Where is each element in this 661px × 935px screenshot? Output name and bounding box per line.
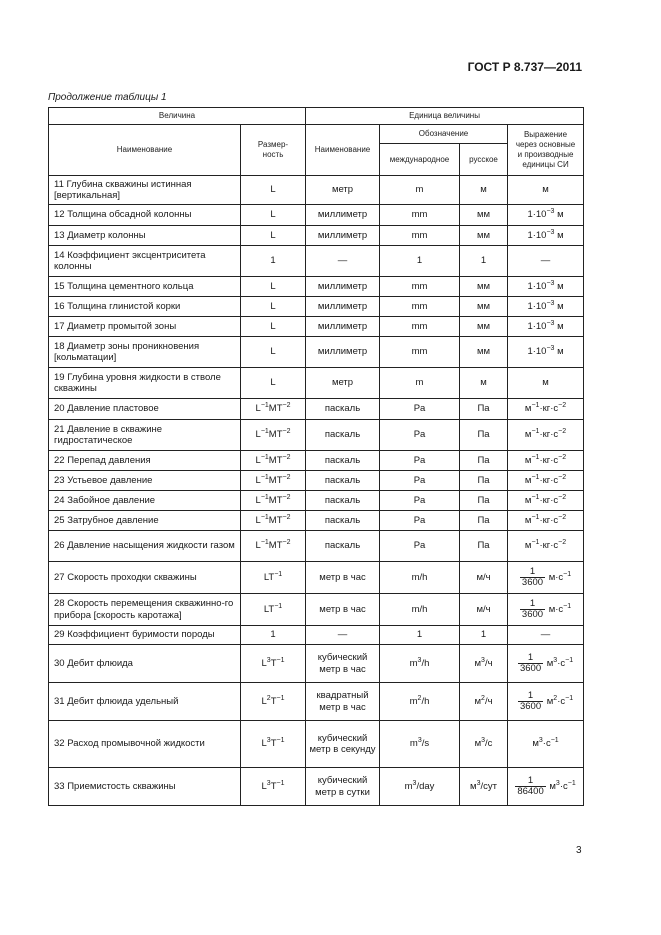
cell-dimension: $LT^{-1}$ [241,594,306,626]
table-row [49,297,584,317]
header-designation: Обозначение [380,125,508,144]
cell-russian: мм [460,205,508,226]
cell-international: mm [380,297,460,317]
cell-dimension: 1 [241,626,306,645]
cell-russian: Па [460,531,508,562]
table-row [49,246,584,277]
table-row [49,626,584,645]
cell-russian: $м^2/ч$ [460,683,508,721]
cell-expression: $\frac{1}{3600}$ $м\cdot с^{-1}$ [508,594,584,626]
cell-name: 26 Давление насыщения жидкости газом [49,531,241,562]
table-row [49,420,584,451]
cell-expression: $м^{-1}\cdot кг\cdot с^{-2}$ [508,511,584,531]
cell-name: 30 Дебит флюида [49,645,241,683]
table-row [49,683,584,721]
cell-international: $m^3/h$ [380,645,460,683]
cell-name: 21 Давление в скважине гидростатическое [49,420,241,451]
cell-expression: $м^{-1}\cdot кг\cdot с^{-2}$ [508,491,584,511]
cell-russian: м/ч [460,594,508,626]
cell-dimension: $L^{-1}MT^{-2}$ [241,511,306,531]
header-expression: Выражение через основные и производные единицы СИ [508,125,584,176]
cell-russian: Па [460,471,508,491]
cell-expression: $\frac{1}{3600}$ $м^3\cdot с^{-1}$ [508,645,584,683]
cell-international: $m^2/h$ [380,683,460,721]
page-number: 3 [576,845,582,856]
cell-unit-name: паскаль [306,451,380,471]
cell-dimension: L [241,277,306,297]
cell-name: 25 Затрубное давление [49,511,241,531]
cell-expression: $\frac{1}{3600}$ $м^2\cdot с^{-1}$ [508,683,584,721]
header-dimension: Размер- ность [241,125,306,176]
cell-international: m/h [380,594,460,626]
cell-expression: $м^{-1}\cdot кг\cdot с^{-2}$ [508,471,584,491]
table-row [49,531,584,562]
cell-international: Pa [380,511,460,531]
cell-dimension: L [241,337,306,368]
table-row [49,471,584,491]
cell-name: 14 Коэффициент эксцентриситета колонны [49,246,241,277]
cell-international: mm [380,226,460,246]
cell-russian: мм [460,337,508,368]
cell-dimension: $L^3T^{-1}$ [241,768,306,806]
cell-name: 23 Устьевое давление [49,471,241,491]
cell-name: 28 Скорость перемещения скважинно-го прибора [скорость каротажа] [49,594,241,626]
cell-international: Pa [380,420,460,451]
cell-unit-name: — [306,246,380,277]
cell-name: 27 Скорость проходки скважины [49,562,241,594]
cell-russian: Па [460,491,508,511]
table-body [49,176,584,806]
cell-russian: Па [460,511,508,531]
cell-name: 13 Диаметр колонны [49,226,241,246]
cell-dimension: $L^3T^{-1}$ [241,721,306,768]
cell-dimension: L [241,176,306,205]
table-row [49,562,584,594]
cell-unit-name: кубический метр в секунду [306,721,380,768]
cell-russian: мм [460,317,508,337]
table-row [49,399,584,420]
cell-name: 33 Приемистость скважины [49,768,241,806]
cell-expression: м [508,176,584,205]
header-international: международное [380,144,460,176]
header-unit-name: Наименование [306,125,380,176]
cell-international: Pa [380,491,460,511]
table-row [49,226,584,246]
cell-dimension: $L^3T^{-1}$ [241,645,306,683]
cell-unit-name: метр в час [306,562,380,594]
cell-dimension: L [241,368,306,399]
standard-number: ГОСТ Р 8.737—2011 [467,60,582,74]
cell-russian: Па [460,451,508,471]
cell-dimension: $L^{-1}MT^{-2}$ [241,531,306,562]
cell-unit-name: кубический метр в час [306,645,380,683]
cell-unit-name: метр в час [306,594,380,626]
cell-unit-name: метр [306,368,380,399]
cell-dimension: 1 [241,246,306,277]
cell-unit-name: миллиметр [306,297,380,317]
cell-international: Pa [380,471,460,491]
cell-dimension: $L^2T^{-1}$ [241,683,306,721]
cell-international: m [380,176,460,205]
cell-dimension: L [241,317,306,337]
cell-unit-name: кубический метр в сутки [306,768,380,806]
quantities-table [48,107,584,806]
cell-dimension: $L^{-1}MT^{-2}$ [241,399,306,420]
cell-expression: $м^{-1}\cdot кг\cdot с^{-2}$ [508,420,584,451]
cell-russian: Па [460,420,508,451]
cell-unit-name: метр [306,176,380,205]
table-row [49,511,584,531]
cell-expression: $1\cdot 10^{-3}$ м [508,297,584,317]
cell-international: mm [380,317,460,337]
table-row [49,205,584,226]
table-row [49,277,584,297]
cell-dimension: L [241,205,306,226]
table-row [49,451,584,471]
table-row [49,317,584,337]
cell-name: 16 Толщина глинистой корки [49,297,241,317]
table-row [49,594,584,626]
cell-russian: мм [460,297,508,317]
cell-international: $m^3$/day [380,768,460,806]
table-row [49,768,584,806]
cell-name: 32 Расход промывочной жидкости [49,721,241,768]
cell-expression: $1\cdot 10^{-3}$ м [508,205,584,226]
cell-international: mm [380,337,460,368]
cell-international: $m^3/s$ [380,721,460,768]
cell-international: m [380,368,460,399]
cell-name: 19 Глубина уровня жидкости в стволе скважины [49,368,241,399]
table-row [49,368,584,399]
cell-russian: мм [460,277,508,297]
cell-international: m/h [380,562,460,594]
table-row [49,721,584,768]
cell-russian: 1 [460,246,508,277]
cell-russian: $м^3/с$ [460,721,508,768]
cell-expression: м [508,368,584,399]
cell-expression: $\frac{1}{3600}$ $м\cdot с^{-1}$ [508,562,584,594]
cell-unit-name: миллиметр [306,205,380,226]
header-unit: Единица величины [306,108,584,125]
cell-expression: $\frac{1}{86400}$ $м^3\cdot с^{-1}$ [508,768,584,806]
cell-unit-name: — [306,626,380,645]
cell-dimension: $L^{-1}MT^{-2}$ [241,471,306,491]
cell-name: 31 Дебит флюида удельный [49,683,241,721]
table-caption: Продолжение таблицы 1 [48,92,167,103]
cell-expression: $1\cdot 10^{-3}$ м [508,277,584,297]
cell-russian: Па [460,399,508,420]
cell-dimension: L [241,226,306,246]
header-name: Наименование [49,125,241,176]
cell-international: mm [380,277,460,297]
cell-unit-name: паскаль [306,491,380,511]
cell-unit-name: миллиметр [306,317,380,337]
cell-dimension: $LT^{-1}$ [241,562,306,594]
cell-russian: $м^3/ч$ [460,645,508,683]
cell-unit-name: миллиметр [306,337,380,368]
cell-unit-name: миллиметр [306,277,380,297]
cell-unit-name: паскаль [306,511,380,531]
cell-expression: — [508,246,584,277]
cell-russian: м [460,176,508,205]
cell-international: 1 [380,246,460,277]
cell-name: 18 Диаметр зоны проникновения [кольматации] [49,337,241,368]
cell-expression: $1\cdot 10^{-3}$ м [508,226,584,246]
cell-dimension: L [241,297,306,317]
cell-expression: $м^{-1}\cdot кг\cdot с^{-2}$ [508,451,584,471]
cell-russian: мм [460,226,508,246]
cell-name: 20 Давление пластовое [49,399,241,420]
cell-unit-name: паскаль [306,399,380,420]
cell-name: 17 Диаметр промытой зоны [49,317,241,337]
cell-international: 1 [380,626,460,645]
cell-name: 11 Глубина скважины истинная [вертикальная] [49,176,241,205]
cell-dimension: $L^{-1}MT^{-2}$ [241,491,306,511]
cell-russian: м/ч [460,562,508,594]
cell-unit-name: миллиметр [306,226,380,246]
cell-international: Pa [380,531,460,562]
table-row [49,176,584,205]
cell-dimension: $L^{-1}MT^{-2}$ [241,451,306,471]
cell-name: 22 Перепад давления [49,451,241,471]
table-row [49,491,584,511]
cell-name: 24 Забойное давление [49,491,241,511]
cell-russian: 1 [460,626,508,645]
cell-unit-name: паскаль [306,531,380,562]
cell-name: 29 Коэффициент буримости породы [49,626,241,645]
table-row [49,645,584,683]
cell-international: mm [380,205,460,226]
header-quantity: Величина [49,108,306,125]
cell-russian: $м^3$/сут [460,768,508,806]
cell-expression: $м^{-1}\cdot кг\cdot с^{-2}$ [508,399,584,420]
cell-russian: м [460,368,508,399]
cell-expression: — [508,626,584,645]
cell-international: Pa [380,451,460,471]
cell-expression: $м^3\cdot с^{-1}$ [508,721,584,768]
cell-expression: $1\cdot 10^{-3}$ м [508,337,584,368]
cell-expression: $м^{-1}\cdot кг\cdot с^{-2}$ [508,531,584,562]
cell-international: Pa [380,399,460,420]
cell-name: 12 Толщина обсадной колонны [49,205,241,226]
header-russian: русское [460,144,508,176]
cell-unit-name: паскаль [306,420,380,451]
cell-unit-name: паскаль [306,471,380,491]
table-row [49,337,584,368]
cell-unit-name: квадратный метр в час [306,683,380,721]
cell-expression: $1\cdot 10^{-3}$ м [508,317,584,337]
cell-name: 15 Толщина цементного кольца [49,277,241,297]
cell-dimension: $L^{-1}MT^{-2}$ [241,420,306,451]
